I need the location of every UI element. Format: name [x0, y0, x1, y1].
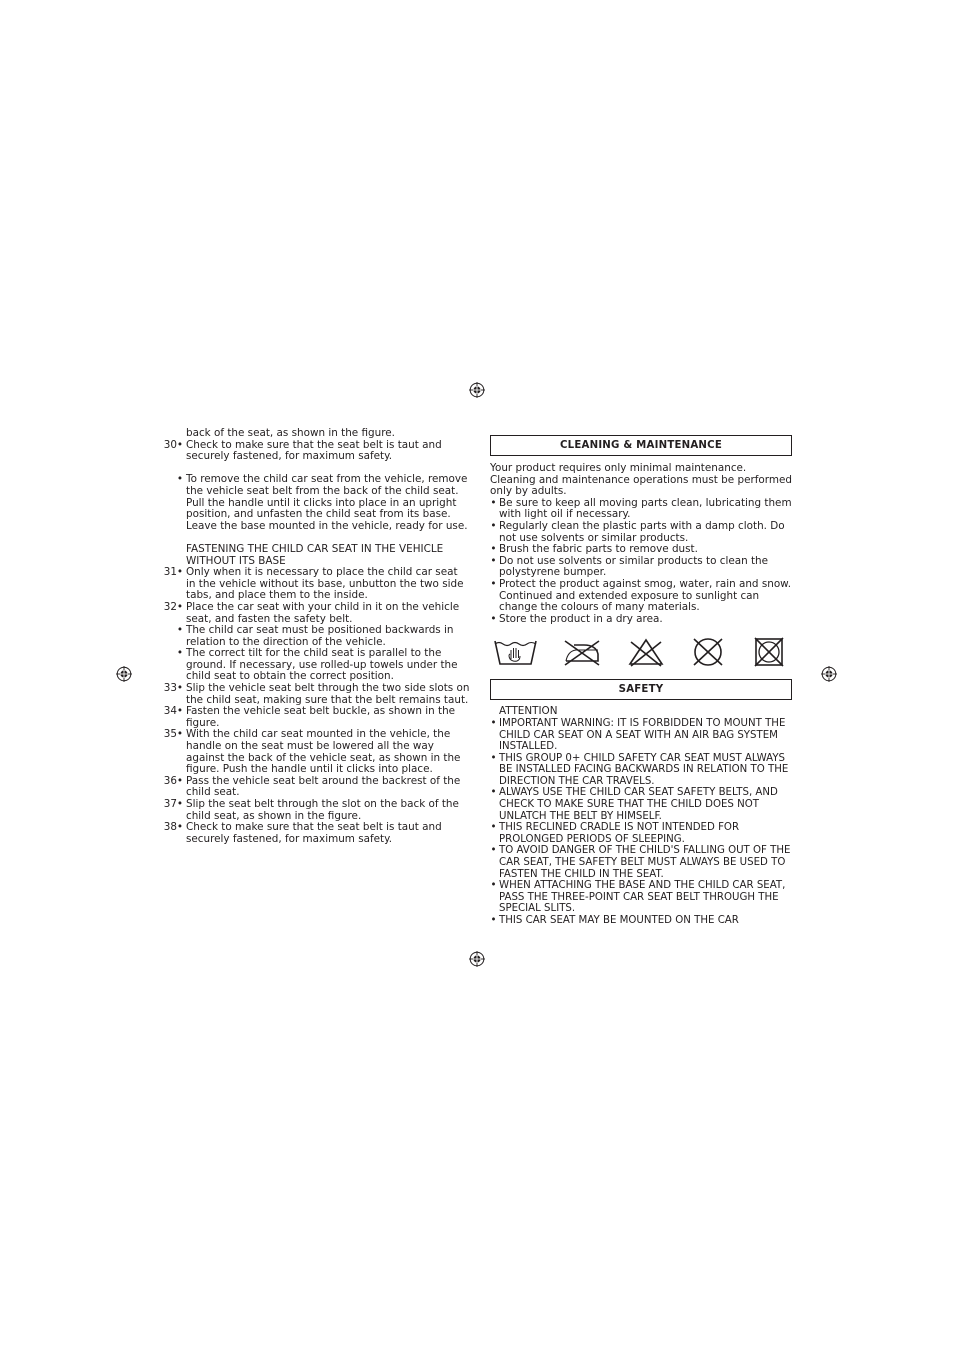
instruction-item — [160, 706, 470, 729]
bullet: • — [176, 728, 184, 741]
warning-text: THIS RECLINED CRADLE IS NOT INTENDED FOR PROLONGED PERIODS OF SLEEPING. — [499, 822, 740, 845]
cleaning-intro: Your product requires only minimal maintenance. Cleaning and maintenance operations must be performed only by adults. — [490, 462, 792, 498]
instruction-item — [160, 729, 470, 775]
info-column — [490, 435, 792, 927]
warning-text: IMPORTANT WARNING: IT IS FORBIDDEN TO MOUNT THE CHILD CAR SEAT ON A SEAT WITH AN AIR BAG SYSTEM INSTALLED. — [499, 717, 786, 753]
instruction-item — [160, 428, 470, 440]
step-number: 38 — [163, 821, 177, 834]
subheading-text: FASTENING THE CHILD CAR SEAT IN THE VEHICLE WITHOUT ITS BASE — [186, 542, 444, 567]
warning-text: TO AVOID DANGER OF THE CHILD'S FALLING OUT OF THE CAR SEAT, THE SAFETY BELT MUST ALWAYS BE USED TO FASTEN THE CHILD IN THE SEAT. — [499, 845, 791, 880]
registration-mark-icon — [116, 666, 132, 682]
bullet: • — [176, 473, 184, 486]
bullet: • — [176, 624, 184, 637]
instruction-item — [160, 799, 470, 822]
bullet: • — [176, 774, 184, 787]
warning-item — [490, 822, 792, 845]
bullet: • — [490, 752, 497, 764]
step-number: 32 — [163, 600, 177, 613]
list-item — [490, 498, 792, 521]
bullet: • — [176, 647, 184, 660]
instruction-text: Place the car seat with your child in it on the vehicle seat, and fasten the safety belt. — [186, 600, 460, 625]
list-item-text: Be sure to keep all moving parts clean, lubricating them with light oil if necessary. — [499, 496, 792, 521]
list-item-text: Regularly clean the plastic parts with a damp cloth. Do not use solvents or similar products. — [499, 519, 785, 544]
instruction-item — [160, 474, 470, 532]
list-item-text: Do not use solvents or similar products to clean the polystyrene bumper. — [499, 554, 769, 579]
list-item — [490, 556, 792, 579]
instruction-item — [160, 776, 470, 799]
bullet: • — [490, 554, 497, 567]
warning-text: ALWAYS USE THE CHILD CAR SEAT SAFETY BELTS, AND CHECK TO MAKE SURE THAT THE CHILD DOES NOT UNLATCH THE BELT BY HIMSELF. — [499, 787, 778, 822]
bullet: • — [176, 682, 184, 695]
bullet: • — [490, 787, 497, 799]
bullet: • — [176, 821, 184, 834]
warning-text: THIS GROUP 0+ CHILD SAFETY CAR SEAT MUST ALWAYS BE INSTALLED FACING BACKWARDS IN RELATION TO THE DIRECTION THE CAR TRAVELS. — [499, 752, 789, 787]
safety-heading: SAFETY — [490, 679, 792, 700]
bullet: • — [176, 600, 184, 613]
list-item — [490, 579, 792, 614]
list-item — [490, 521, 792, 544]
step-number: 37 — [163, 798, 177, 810]
bullet: • — [490, 717, 497, 729]
bullet: • — [490, 880, 497, 892]
do-not-tumble-dry-icon — [752, 637, 786, 667]
bullet: • — [176, 566, 184, 579]
bullet: • — [490, 845, 497, 857]
instruction-item — [160, 602, 470, 625]
bullet: • — [490, 822, 497, 834]
instruction-item — [160, 822, 470, 845]
instruction-text: With the child car seat mounted in the vehicle, the handle on the seat must be lowered all the way against the back of the vehicle seat, as shown in the figure. Push the handle until it clicks into place. — [186, 728, 461, 776]
bullet: • — [490, 915, 497, 926]
warning-item — [490, 753, 792, 788]
warning-text: THIS CAR SEAT MAY BE MOUNTED ON THE CAR — [499, 915, 739, 926]
registration-mark-icon — [469, 951, 485, 967]
bullet: • — [490, 543, 497, 556]
subheading — [160, 544, 470, 567]
step-number: 30 — [163, 438, 177, 451]
bullet: • — [176, 798, 184, 810]
instruction-text: The child car seat must be positioned backwards in relation to the direction of the vehicle. — [186, 624, 454, 648]
warning-item — [490, 915, 792, 927]
bullet: • — [490, 577, 497, 590]
warning-item — [490, 880, 792, 915]
registration-mark-icon — [821, 666, 837, 682]
instruction-item — [160, 567, 470, 602]
instructions-column — [160, 428, 470, 845]
list-item-text: Brush the fabric parts to remove dust. — [499, 543, 698, 556]
do-not-iron-icon — [562, 637, 602, 667]
instruction-text: Check to make sure that the seat belt is taut and securely fastened, for maximum safety. — [186, 821, 442, 845]
instruction-item — [160, 683, 470, 706]
list-item-text: Store the product in a dry area. — [499, 612, 663, 625]
instruction-item — [160, 625, 470, 648]
step-number: 33 — [163, 682, 177, 695]
instruction-text: Check to make sure that the seat belt is taut and securely fastened, for maximum safety. — [186, 438, 442, 463]
warning-text: WHEN ATTACHING THE BASE AND THE CHILD CAR SEAT, PASS THE THREE-POINT CAR SEAT BELT THROUGH THE SPECIAL SLITS. — [499, 880, 786, 915]
list-item-text: Protect the product against smog, water, rain and snow. Continued and extended exposure to sunlight can change the colours of many materials. — [499, 577, 792, 614]
do-not-dry-clean-icon — [689, 637, 727, 667]
list-item — [490, 614, 792, 626]
instruction-text: Slip the seat belt through the slot on the back of the child seat, as shown in the figure. — [186, 798, 459, 822]
instruction-text: Only when it is necessary to place the child car seat in the vehicle without its base, unbutton the two side tabs, and place them to the inside. — [186, 566, 464, 602]
step-number: 36 — [163, 774, 177, 787]
instruction-text: Fasten the vehicle seat belt buckle, as shown in the figure. — [186, 705, 456, 729]
instruction-text: back of the seat, as shown in the figure. — [186, 427, 395, 439]
instruction-text: The correct tilt for the child seat is parallel to the ground. If necessary, use rolled-up towels under the child seat to obtain the correct position. — [186, 647, 458, 683]
bullet: • — [176, 705, 184, 718]
instruction-text: To remove the child car seat from the vehicle, remove the vehicle seat belt from the back of the child seat. Pull the handle until it clicks into place in an upright position, and unfasten the child seat from its base. Leave the base mounted in the vehicle, ready for use. — [186, 473, 468, 532]
bullet: • — [176, 438, 184, 451]
instruction-text: Slip the vehicle seat belt through the two side slots on the child seat, making sure that the belt remains taut. — [186, 682, 470, 706]
hand-wash-icon — [493, 637, 538, 667]
bullet: • — [490, 496, 497, 509]
warning-item — [490, 787, 792, 822]
step-number: 31 — [163, 566, 177, 579]
warning-item — [490, 845, 792, 880]
cleaning-heading: CLEANING & MAINTENANCE — [490, 435, 792, 456]
attention-label: ATTENTION — [499, 705, 558, 718]
care-symbols — [490, 637, 792, 667]
registration-mark-icon — [469, 382, 485, 398]
step-number: 35 — [163, 728, 177, 741]
bullet: • — [490, 519, 497, 532]
bullet: • — [490, 612, 497, 625]
instruction-item — [160, 648, 470, 683]
instruction-text: Pass the vehicle seat belt around the backrest of the child seat. — [186, 774, 461, 799]
warning-item — [490, 718, 792, 753]
do-not-bleach-icon — [627, 637, 665, 667]
instruction-item — [160, 440, 470, 463]
step-number: 34 — [163, 705, 177, 718]
